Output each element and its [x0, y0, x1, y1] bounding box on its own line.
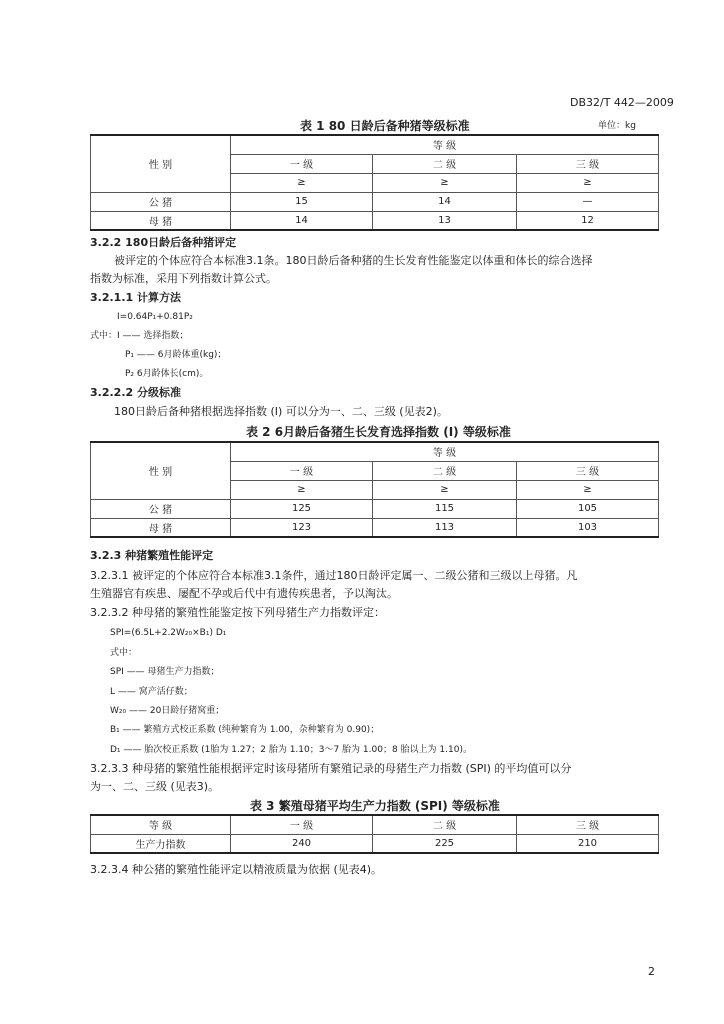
table3-grade-3: 三 级 [517, 815, 659, 834]
table3-title: 表 3 繁殖母猪平均生产力指数 (SPI) 等级标准 [250, 799, 500, 813]
table2-cell: 103 [517, 518, 659, 537]
table2-row-label: 公 猪 [91, 499, 231, 518]
table1-cell: — [517, 192, 659, 211]
section-3-2-2-para-line2: 指数为标准，采用下列指数计算公式。 [90, 272, 277, 285]
table1-cell: 14 [231, 211, 373, 230]
table3-header-label: 等 级 [91, 815, 231, 834]
doc-code: DB32/T 442—2009 [570, 96, 674, 109]
table2-geq-3: ≥ [517, 480, 659, 499]
table1-geq-1: ≥ [231, 173, 373, 192]
table2-cell: 105 [517, 499, 659, 518]
section-3-2-2-2-para: 180日龄后备种猪根据选择指数 (I) 可以分为一、二、三级 (见表2)。 [114, 405, 448, 418]
formula-spi-def: SPI —— 母猪生产力指数； [110, 667, 220, 677]
section-3-2-3-2-line1: 3.2.3.2 种母猪的繁殖性能鉴定按下列母猪生产力指数评定： [90, 606, 385, 619]
table1 [90, 134, 659, 231]
table1-unit: 单位：kg [598, 121, 636, 131]
table2-cell: 123 [231, 518, 373, 537]
table2-col-group: 等 级 [231, 442, 659, 461]
table2-row-label: 母 猪 [91, 518, 231, 537]
table2-geq-1: ≥ [231, 480, 373, 499]
table2-title: 表 2 6月龄后备猪生长发育选择指数 (I) 等级标准 [246, 425, 511, 439]
table2-cell: 125 [231, 499, 373, 518]
formula-d-def: D₁ —— 胎次校正系数 (1胎为 1.27；2 胎为 1.10；3～7 胎为 1.00；8 胎以上为 1.10)。 [110, 745, 472, 755]
table1-grade-3: 三 级 [517, 154, 659, 173]
page-number: 2 [648, 965, 655, 978]
table1-row-header: 性 别 [91, 135, 231, 192]
table2 [90, 441, 659, 538]
table3-row-label: 生产力指数 [91, 834, 231, 853]
table3-cell: 210 [517, 834, 659, 853]
table1-cell: 12 [517, 211, 659, 230]
table3 [90, 814, 659, 854]
table1-row-label: 公 猪 [91, 192, 231, 211]
formula-selection-index: I=0.64P₁+0.81P₂ [117, 312, 193, 322]
formula-where: 式中：I —— 选择指数； [90, 331, 189, 341]
section-3-2-2-para-line1: 被评定的个体应符合本标准3.1条。180日龄后备种猪的生长发育性能鉴定以体重和体长的综合选择 [114, 254, 593, 267]
table1-cell: 14 [373, 192, 517, 211]
table3-cell: 225 [373, 834, 517, 853]
section-3-2-3-1-line1: 3.2.3.1 被评定的个体应符合本标准3.1条件，通过180日龄评定属一、二级公猪和三级以上母猪。凡 [90, 569, 578, 582]
table1-col-group: 等 级 [231, 135, 659, 154]
table2-geq-2: ≥ [373, 480, 517, 499]
section-3-2-3-4-line1: 3.2.3.4 种公猪的繁殖性能评定以精液质量为依据 (见表4)。 [90, 863, 383, 876]
section-3-2-3-1-line2: 生殖器官有疾患、屡配不孕或后代中有遗传疾患者，予以淘汰。 [90, 587, 398, 600]
table3-grade-1: 一 级 [231, 815, 373, 834]
table2-cell: 113 [373, 518, 517, 537]
table1-cell: 15 [231, 192, 373, 211]
table1-cell: 13 [373, 211, 517, 230]
section-3-2-2-heading: 3.2.2 180日龄后备种猪评定 [90, 236, 237, 249]
table1-grade-1: 一 级 [231, 154, 373, 173]
table2-grade-3: 三 级 [517, 461, 659, 480]
section-3-2-2-2-heading: 3.2.2.2 分级标准 [90, 386, 181, 399]
table1-row-label: 母 猪 [91, 211, 231, 230]
table2-cell: 115 [373, 499, 517, 518]
formula-p1: P₁ —— 6月龄体重(kg)； [125, 350, 227, 360]
section-3-2-3-3-line1: 3.2.3.3 种母猪的繁殖性能根据评定时该母猪所有繁殖记录的母猪生产力指数 (SPI) 的平均值可以分 [90, 762, 572, 775]
table1-title: 表 1 80 日龄后备种猪等级标准 [300, 119, 470, 133]
section-3-2-1-1-heading: 3.2.1.1 计算方法 [90, 291, 181, 304]
formula-b-def: B₁ —— 繁殖方式校正系数 (纯种繁育为 1.00，杂种繁育为 0.90)； [110, 725, 380, 735]
table1-geq-3: ≥ [517, 173, 659, 192]
table3-grade-2: 二 级 [373, 815, 517, 834]
formula-l-def: L —— 窝产活仔数； [110, 687, 193, 697]
formula-spi: SPI=(6.5L+2.2W₂₀×B₁) D₁ [110, 628, 227, 638]
table1-grade-2: 二 级 [373, 154, 517, 173]
table2-grade-1: 一 级 [231, 461, 373, 480]
section-3-2-3-heading: 3.2.3 种猪繁殖性能评定 [90, 549, 214, 562]
table1-geq-2: ≥ [373, 173, 517, 192]
table2-row-header: 性 别 [91, 442, 231, 499]
section-3-2-3-3-line2: 为一、二、三级 (见表3)。 [90, 780, 220, 793]
table2-grade-2: 二 级 [373, 461, 517, 480]
formula-p2: P₂ 6月龄体长(cm)。 [125, 369, 209, 379]
table3-cell: 240 [231, 834, 373, 853]
formula-spi-where: 式中： [110, 648, 138, 658]
formula-w-def: W₂₀ —— 20日龄仔猪窝重； [110, 706, 225, 716]
